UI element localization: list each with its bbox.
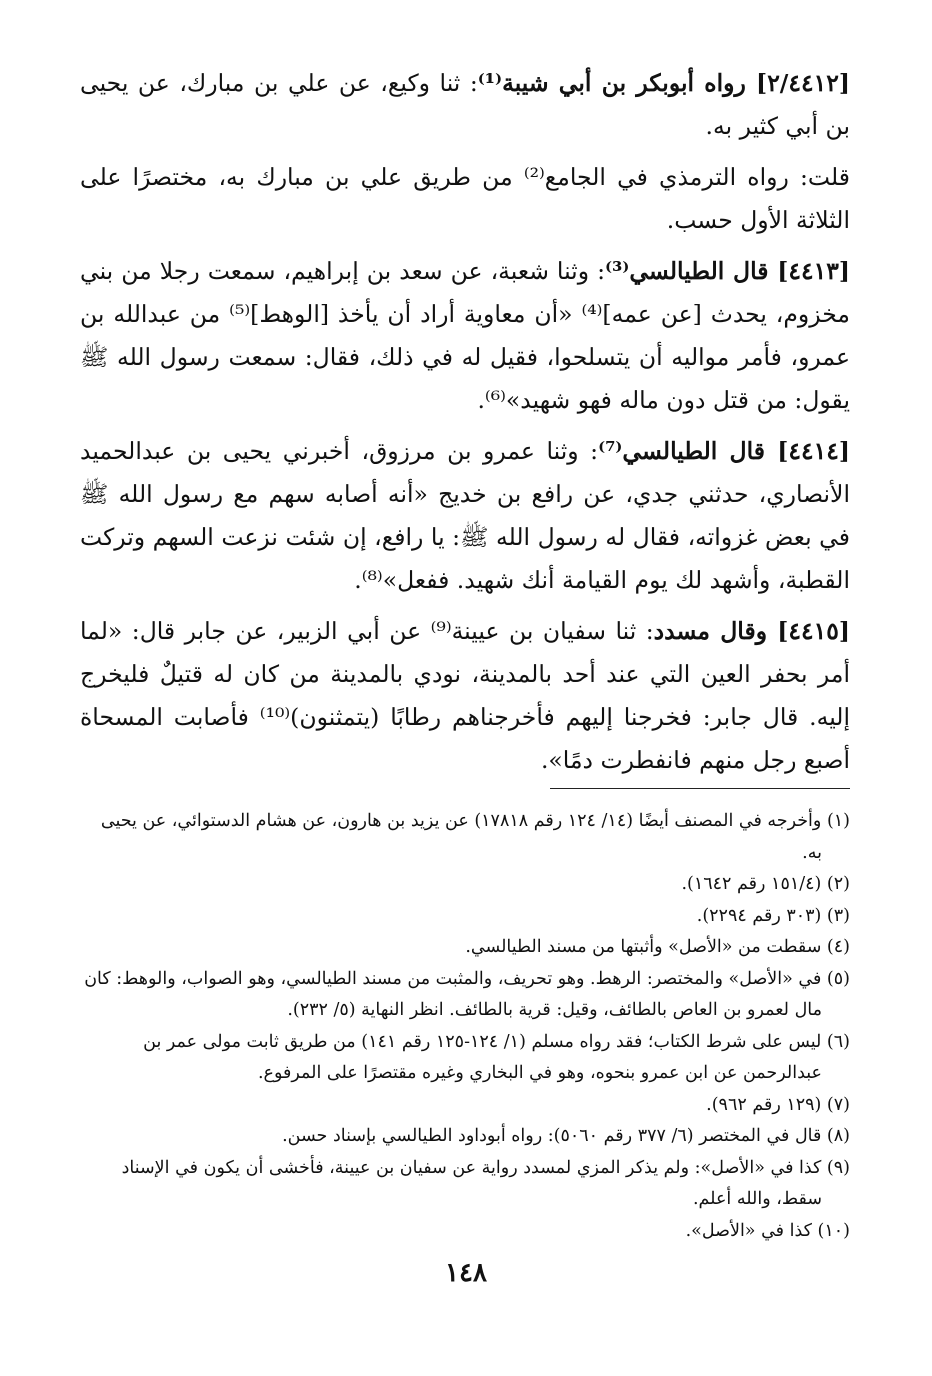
hadith-entry-4413 [80, 250, 850, 422]
footnote-9: (٩) كذا في «الأصل»: ولم يذكر المزي لمسدد رواية عن سفيان بن عيينة، فأخشى أن يكون في الإسناد سقط، والله أعلم. [121, 1157, 850, 1209]
main-text [80, 62, 850, 790]
page-number: ١٤٨ [445, 1258, 487, 1288]
footnote-7: (٧) (١٢٩ رقم ٩٦٢). [706, 1094, 850, 1115]
entry-text: : وثنا عمرو بن مرزوق، أخبرني يحيى بن عبدالحميد الأنصاري، حدثني جدي، عن رافع بن خديج «أنه أصابه سهم مع رسول الله ﷺ في بعض غزواته، فقال له رسول الله ﷺ: يا رافع، إن شئت نزعت السهم وتركت القطبة، وأشهد لك يوم القيامة أنك شهيد. ففعل»⁽⁸⁾. [80, 437, 850, 594]
entry-text: قلت: رواه الترمذي في الجامع⁽²⁾ من طريق علي بن مبارك به، مختصرًا على الثلاثة الأول حسب. [80, 163, 850, 234]
footnote-1: (١) وأخرجه في المصنف أيضًا (١٤/ ١٢٤ رقم ١٧٨١٨) عن يزيد بن هارون، عن هشام الدستوائي، عن يحيى به. [100, 811, 850, 863]
entry-heading: [٤٤١٣] قال الطيالسي⁽³⁾ [605, 257, 850, 285]
entry-text: : وثنا شعبة، عن سعد بن إبراهيم، سمعت رجلا من بني مخزوم، يحدث [عن عمه]⁽⁴⁾ «أن معاوية أراد أن يأخذ [الوهط]⁽⁵⁾ من عبدالله بن عمرو، فأمر مواليه أن يتسلحوا، فقيل له في ذلك، فقال: سمعت رسول الله ﷺ يقول: من قتل دون ماله فهو شهيد»⁽⁶⁾. [80, 257, 851, 414]
footnote-divider [550, 788, 850, 789]
footnote-6: (٦) ليس على شرط الكتاب؛ فقد رواه مسلم (١/ ١٢٤-١٢٥ رقم ١٤١) من طريق ثابت مولى عمر بن عبدالرحمن عن ابن عمرو بنحوه، وهو في البخاري وغيره مقتصرًا على المرفوع. [143, 1031, 850, 1083]
footnotes [80, 806, 850, 1247]
entry-heading: [٤٤١٤] قال الطيالسي⁽⁷⁾ [598, 437, 850, 465]
entry-heading: [٢/٤٤١٢] رواه أبوبكر بن أبي شيبة⁽¹⁾ [477, 69, 851, 97]
footnote-3: (٣) (٣٠٣ رقم ٢٢٩٤). [696, 905, 850, 926]
footnote-4: (٤) سقطت من «الأصل» وأثبتها من مسند الطيالسي. [465, 937, 850, 957]
entry-text: : ثنا وكيع، عن علي بن مبارك، عن يحيى بن أبي كثير به. [80, 69, 850, 140]
commentary-entry [80, 156, 850, 242]
footnote-10: (١٠) كذا في «الأصل». [685, 1220, 850, 1241]
entry-heading: [٤٤١٥] وقال مسدد [653, 617, 850, 645]
footnote-5: (٥) في «الأصل» والمختصر: الرهط. وهو تحريف، والمثبت من مسند الطيالسي، وهو الصواب، والوهط: كان مال لعمرو بن العاص بالطائف، وقيل: قرية بالطائف. انظر النهاية (٥/ ٢٣٢). [84, 968, 850, 1020]
entry-text: : ثنا سفيان بن عيينة⁽⁹⁾ عن أبي الزبير، عن جابر قال: «لما أمر بحفر العين التي عند أحد بالمدينة، نودي بالمدينة من كان له قتيلٌ فليخرج إليه. قال جابر: فخرجنا إليهم فأخرجناهم رطابًا (يتمثنون)⁽¹⁰⁾ فأصابت المسحاة أصبع رجل منهم فانفطرت دمًا». [80, 617, 850, 774]
footnote-2: (٢) (١٥١/٤ رقم ١٦٤٢). [681, 874, 850, 894]
hadith-entry-4412 [80, 62, 850, 148]
hadith-entry-4415 [80, 610, 850, 782]
hadith-entry-4414 [80, 430, 850, 602]
footnote-8: (٨) قال في المختصر (٦/ ٣٧٧ رقم ٥٠٦٠): رواه أبوداود الطيالسي بإسناد حسن. [282, 1126, 850, 1146]
